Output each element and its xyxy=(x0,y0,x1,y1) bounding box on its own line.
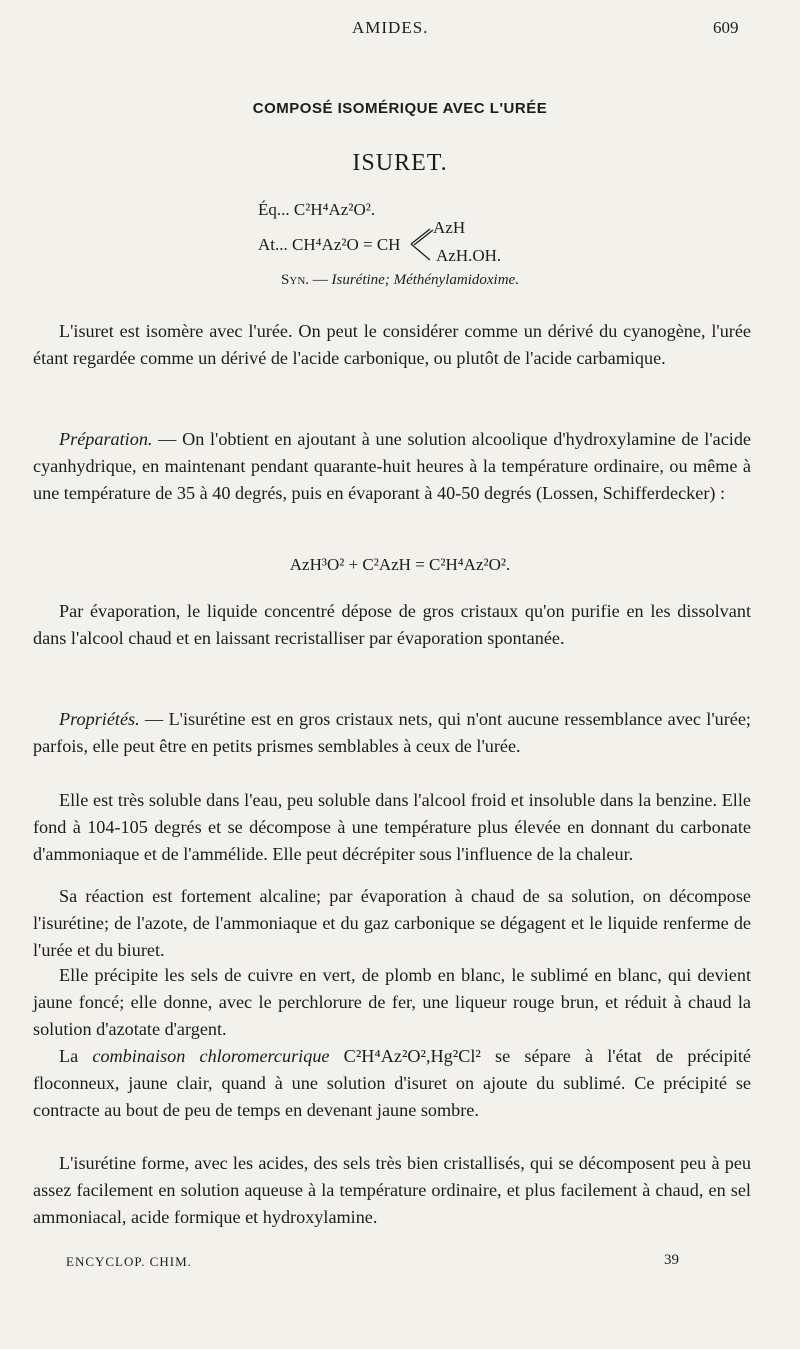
running-title: AMIDES. xyxy=(352,18,429,37)
synonyms xyxy=(0,272,800,289)
syn-names: Isurétine; Méthénylamidoxime. xyxy=(331,272,519,288)
preparation-text: — On l'obtient en ajoutant à une solution alcoolique d'hydroxylamine de l'acide cyanhydrique, en maintenant pendant quarante-huit heures à la température ordinaire, ou même à une température de 35 à 40 degrés, puis en évaporant à 40-50 degrés (Lossen, Schifferdecker) : xyxy=(33,429,751,503)
syn-label: Syn. xyxy=(281,272,310,288)
properties-label: Propriétés. xyxy=(59,709,140,729)
solubility-paragraph: Elle est très soluble dans l'eau, peu soluble dans l'alcool froid et insoluble dans la benzine. Elle fond à 104-105 degrés et se décompose à une température plus élevée en donnant du carbonate d'ammoniaque et de l'ammélide. Elle peut décrépiter sous l'influence de la chaleur. xyxy=(33,790,751,864)
page-title: ISURET. xyxy=(352,150,448,176)
intro-paragraph: L'isuret est isomère avec l'urée. On peut le considérer comme un dérivé du cyanogène, l'urée étant regardée comme un dérivé de l'acide carbonique, ou plutôt de l'acide carbamique. xyxy=(33,321,751,368)
branch-top: AzH xyxy=(433,218,466,237)
eq-value: C²H⁴Az²O². xyxy=(293,200,376,219)
properties-paragraph xyxy=(33,706,751,760)
at-label: At... xyxy=(258,235,292,254)
at-value: CH⁴Az²O = CH xyxy=(292,235,401,254)
combination-paragraph xyxy=(33,1043,751,1124)
reaction-paragraph: Sa réaction est fortement alcaline; par évaporation à chaud de sa solution, on décompose l'isurétine; de l'azote, de l'ammoniaque et du gaz carbonique se dégagent et le liquide renferme de l'urée et du biuret. xyxy=(33,886,751,960)
combination-label: combinaison chloromercurique xyxy=(92,1046,330,1066)
atomic-formula xyxy=(258,235,400,255)
combination-text: C²H⁴Az²O²,Hg²Cl² se sépare à l'état de précipité floconneux, jaune clair, quand à une solution d'isuret on ajoute du sublimé. Ce précipité se contracte au bout de peu de temps en devenant jaune sombre. xyxy=(33,1046,751,1120)
combination-pre: La xyxy=(59,1046,93,1066)
printer-signature: ENCYCLOP. CHIM. xyxy=(66,1254,192,1269)
evaporation-paragraph: Par évaporation, le liquide concentré dépose de gros cristaux qu'on purifie en les dissolvant dans l'alcool chaud et en laissant recristalliser par évaporation spontanée. xyxy=(33,601,751,648)
equivalent-formula xyxy=(258,200,375,220)
sheet-number: 39 xyxy=(664,1252,679,1268)
acids-paragraph: L'isurétine forme, avec les acides, des sels très bien cristallisés, qui se décomposent peu à peu assez facilement en solution aqueuse à la température ordinaire, et plus facilement à chaud, en sel ammoniacal, acide formique et hydroxylamine. xyxy=(33,1153,751,1227)
page-number: 609 xyxy=(713,18,739,37)
preparation-label: Préparation. xyxy=(59,429,153,449)
eq-label: Éq... xyxy=(258,200,294,219)
section-title: COMPOSÉ ISOMÉRIQUE AVEC L'URÉE xyxy=(252,100,548,117)
reaction-equation: AzH³O² + C²AzH = C²H⁴Az²O². xyxy=(289,555,511,574)
branch-bottom: AzH.OH. xyxy=(436,246,502,265)
preparation-paragraph xyxy=(33,426,751,507)
precipitation-paragraph: Elle précipite les sels de cuivre en vert, de plomb en blanc, le sublimé en blanc, qui devient jaune foncé; elle donne, avec le perchlorure de fer, une liqueur rouge brun, et réduit à chaud la solution d'azotate d'argent. xyxy=(33,965,751,1039)
properties-text: — L'isurétine est en gros cristaux nets, qui n'ont aucune ressemblance avec l'urée; parfois, elle peut être en petits prismes semblables à ceux de l'urée. xyxy=(33,709,751,756)
syn-sep: — xyxy=(309,272,332,288)
